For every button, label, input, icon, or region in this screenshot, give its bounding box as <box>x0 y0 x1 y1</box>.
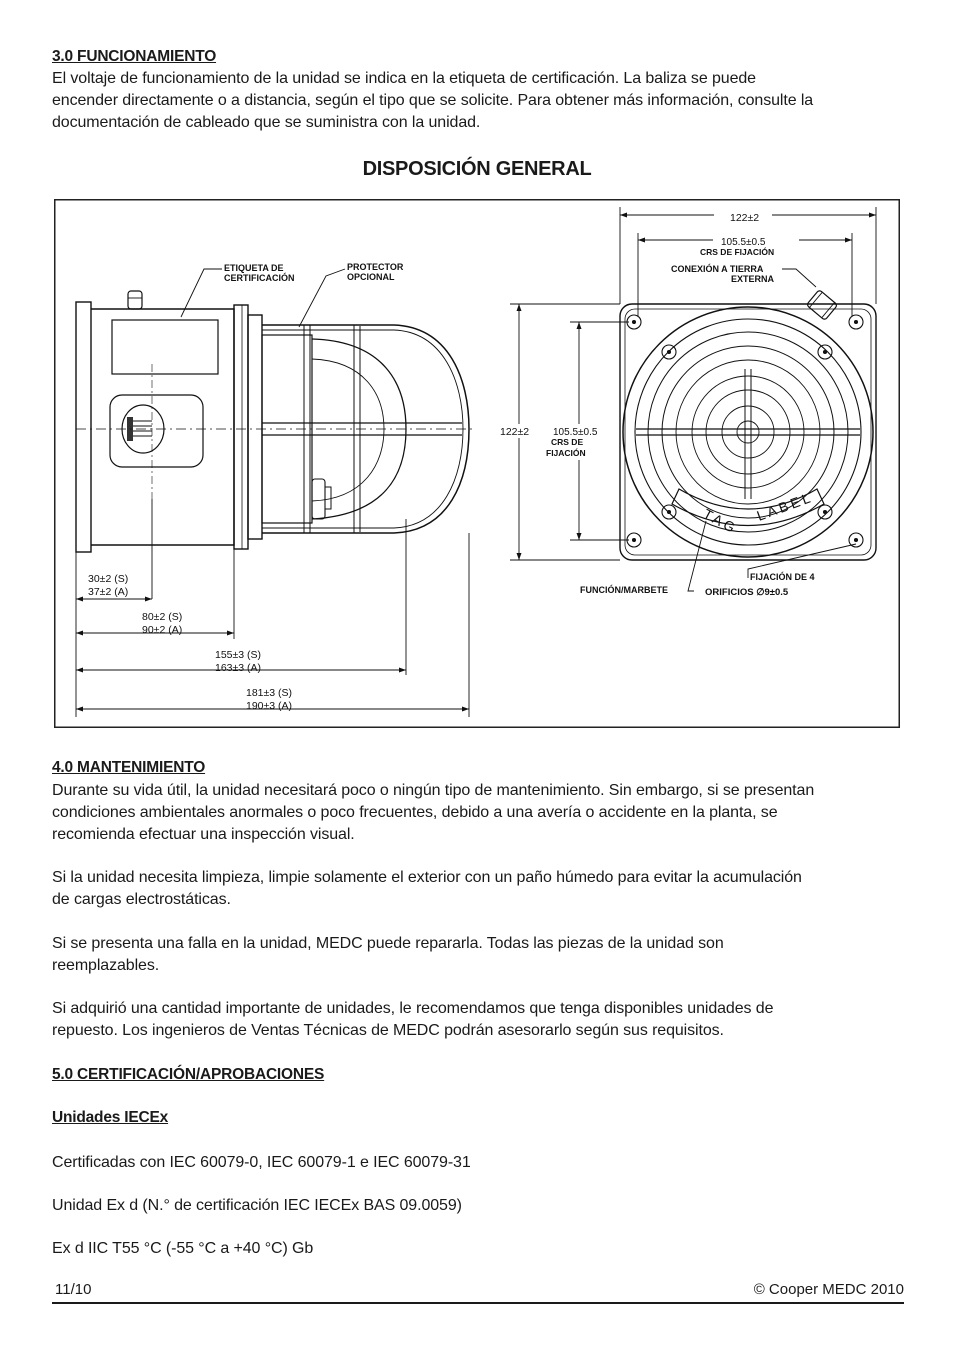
general-arrangement-title: DISPOSICIÓN GENERAL <box>362 158 592 180</box>
section-4-title: 4.0 MANTENIMIENTO <box>52 759 206 776</box>
section-4-paragraph-1 <box>52 780 902 846</box>
certificate-number: Unidad Ex d (N.° de certificación IEC IECEx BAS 09.0059) <box>52 1197 462 1214</box>
section-4-line: Durante su vida útil, la unidad necesitará poco o ningún tipo de mantenimiento. Sin embargo, si se presentan <box>52 782 815 799</box>
section-5-title: 5.0 CERTIFICACIÓN/APROBACIONES <box>52 1066 325 1083</box>
fixing-holes-text-1: FIJACIÓN DE 4 <box>750 572 815 582</box>
section-3-line: documentación de cableado que se suministra con la unidad. <box>52 114 481 131</box>
section-4-line: Si se presenta una falla en la unidad, MEDC puede repararla. Todas las piezas de la unidad son <box>52 935 724 952</box>
section-3-body <box>52 68 902 134</box>
section-4-line: Si la unidad necesita limpieza, limpie solamente el exterior con un paño húmedo para evitar la acumulación <box>52 869 802 886</box>
certification-label-text-2: CERTIFICACIÓN <box>224 273 295 283</box>
ex-marking: Ex d IIC T55 °C (-55 °C a +40 °C) Gb <box>52 1240 314 1257</box>
copyright: © Cooper MEDC 2010 <box>753 1281 904 1298</box>
function-tag-text: FUNCIÓN/MARBETE <box>580 585 668 595</box>
certification-label-plate <box>112 320 218 374</box>
dim-30: 30±2 (S) <box>88 573 129 585</box>
dim-122-top: 122±2 <box>730 212 760 224</box>
section-4-paragraph-2 <box>52 867 902 911</box>
optional-guard-text-1: PROTECTOR <box>347 262 404 272</box>
crs-fixing-left-1: CRS DE <box>551 437 584 447</box>
dim-181: 181±3 (S) <box>246 687 293 699</box>
section-4-line: Si adquirió una cantidad importante de unidades, le recomendamos que tenga disponibles unidades de <box>52 1000 774 1017</box>
label-word-on-plate: LABEL <box>754 488 816 524</box>
section-4-line: de cargas electrostáticas. <box>52 891 231 908</box>
dim-190: 190±3 (A) <box>246 700 293 712</box>
fixing-holes-text-2: ORIFICIOS ∅9±0.5 <box>705 587 789 598</box>
crs-fixing-left-2: FIJACIÓN <box>546 448 586 458</box>
footer-rule <box>52 1302 904 1304</box>
crs-fixing-top: CRS DE FIJACIÓN <box>700 247 775 257</box>
earth-connection-text-2: EXTERNA <box>731 274 775 284</box>
dim-163: 163±3 (A) <box>215 662 262 674</box>
dim-90: 90±2 (A) <box>142 624 183 636</box>
section-3-line: El voltaje de funcionamiento de la unidad se indica en la etiqueta de certificación. La baliza se puede <box>52 70 756 87</box>
dim-155: 155±3 (S) <box>215 649 262 661</box>
page-number: 11/10 <box>55 1281 92 1298</box>
certification-label-text-1: ETIQUETA DE <box>224 263 284 273</box>
section-4-line: condiciones ambientales anormales o poco frecuentes, debido a una avería o accidente en la planta, se <box>52 804 778 821</box>
tag-word-on-plate: TAG <box>700 505 741 537</box>
iecex-subtitle: Unidades IECEx <box>52 1109 169 1126</box>
dim-122-left: 122±2 <box>500 426 530 438</box>
earth-connection-text-1: CONEXIÓN A TIERRA <box>671 264 764 274</box>
section-3-title: 3.0 FUNCIONAMIENTO <box>52 48 217 65</box>
section-4-line: reemplazables. <box>52 957 160 974</box>
optional-guard-text-2: OPCIONAL <box>347 272 395 282</box>
dim-105-top: 105.5±0.5 <box>721 237 766 248</box>
dim-105-left: 105.5±0.5 <box>553 427 598 438</box>
section-4-paragraph-4 <box>52 998 902 1042</box>
section-3-line: encender directamente o a distancia, según el tipo que se solicite. Para obtener más información, consulte la <box>52 92 814 109</box>
dim-37: 37±2 (A) <box>88 586 129 598</box>
section-4-paragraph-3 <box>52 933 902 977</box>
front-view <box>620 290 876 560</box>
section-4-line: repuesto. Los ingenieros de Ventas Técnicas de MEDC podrán asesorarlo según sus requisitos. <box>52 1022 724 1039</box>
certification-standards: Certificadas con IEC 60079-0, IEC 60079-1 e IEC 60079-31 <box>52 1154 471 1171</box>
section-4-line: recomienda efectuar una inspección visual. <box>52 826 355 843</box>
dim-80: 80±2 (S) <box>142 611 183 623</box>
general-arrangement-drawing <box>54 199 900 728</box>
side-view <box>76 291 474 552</box>
